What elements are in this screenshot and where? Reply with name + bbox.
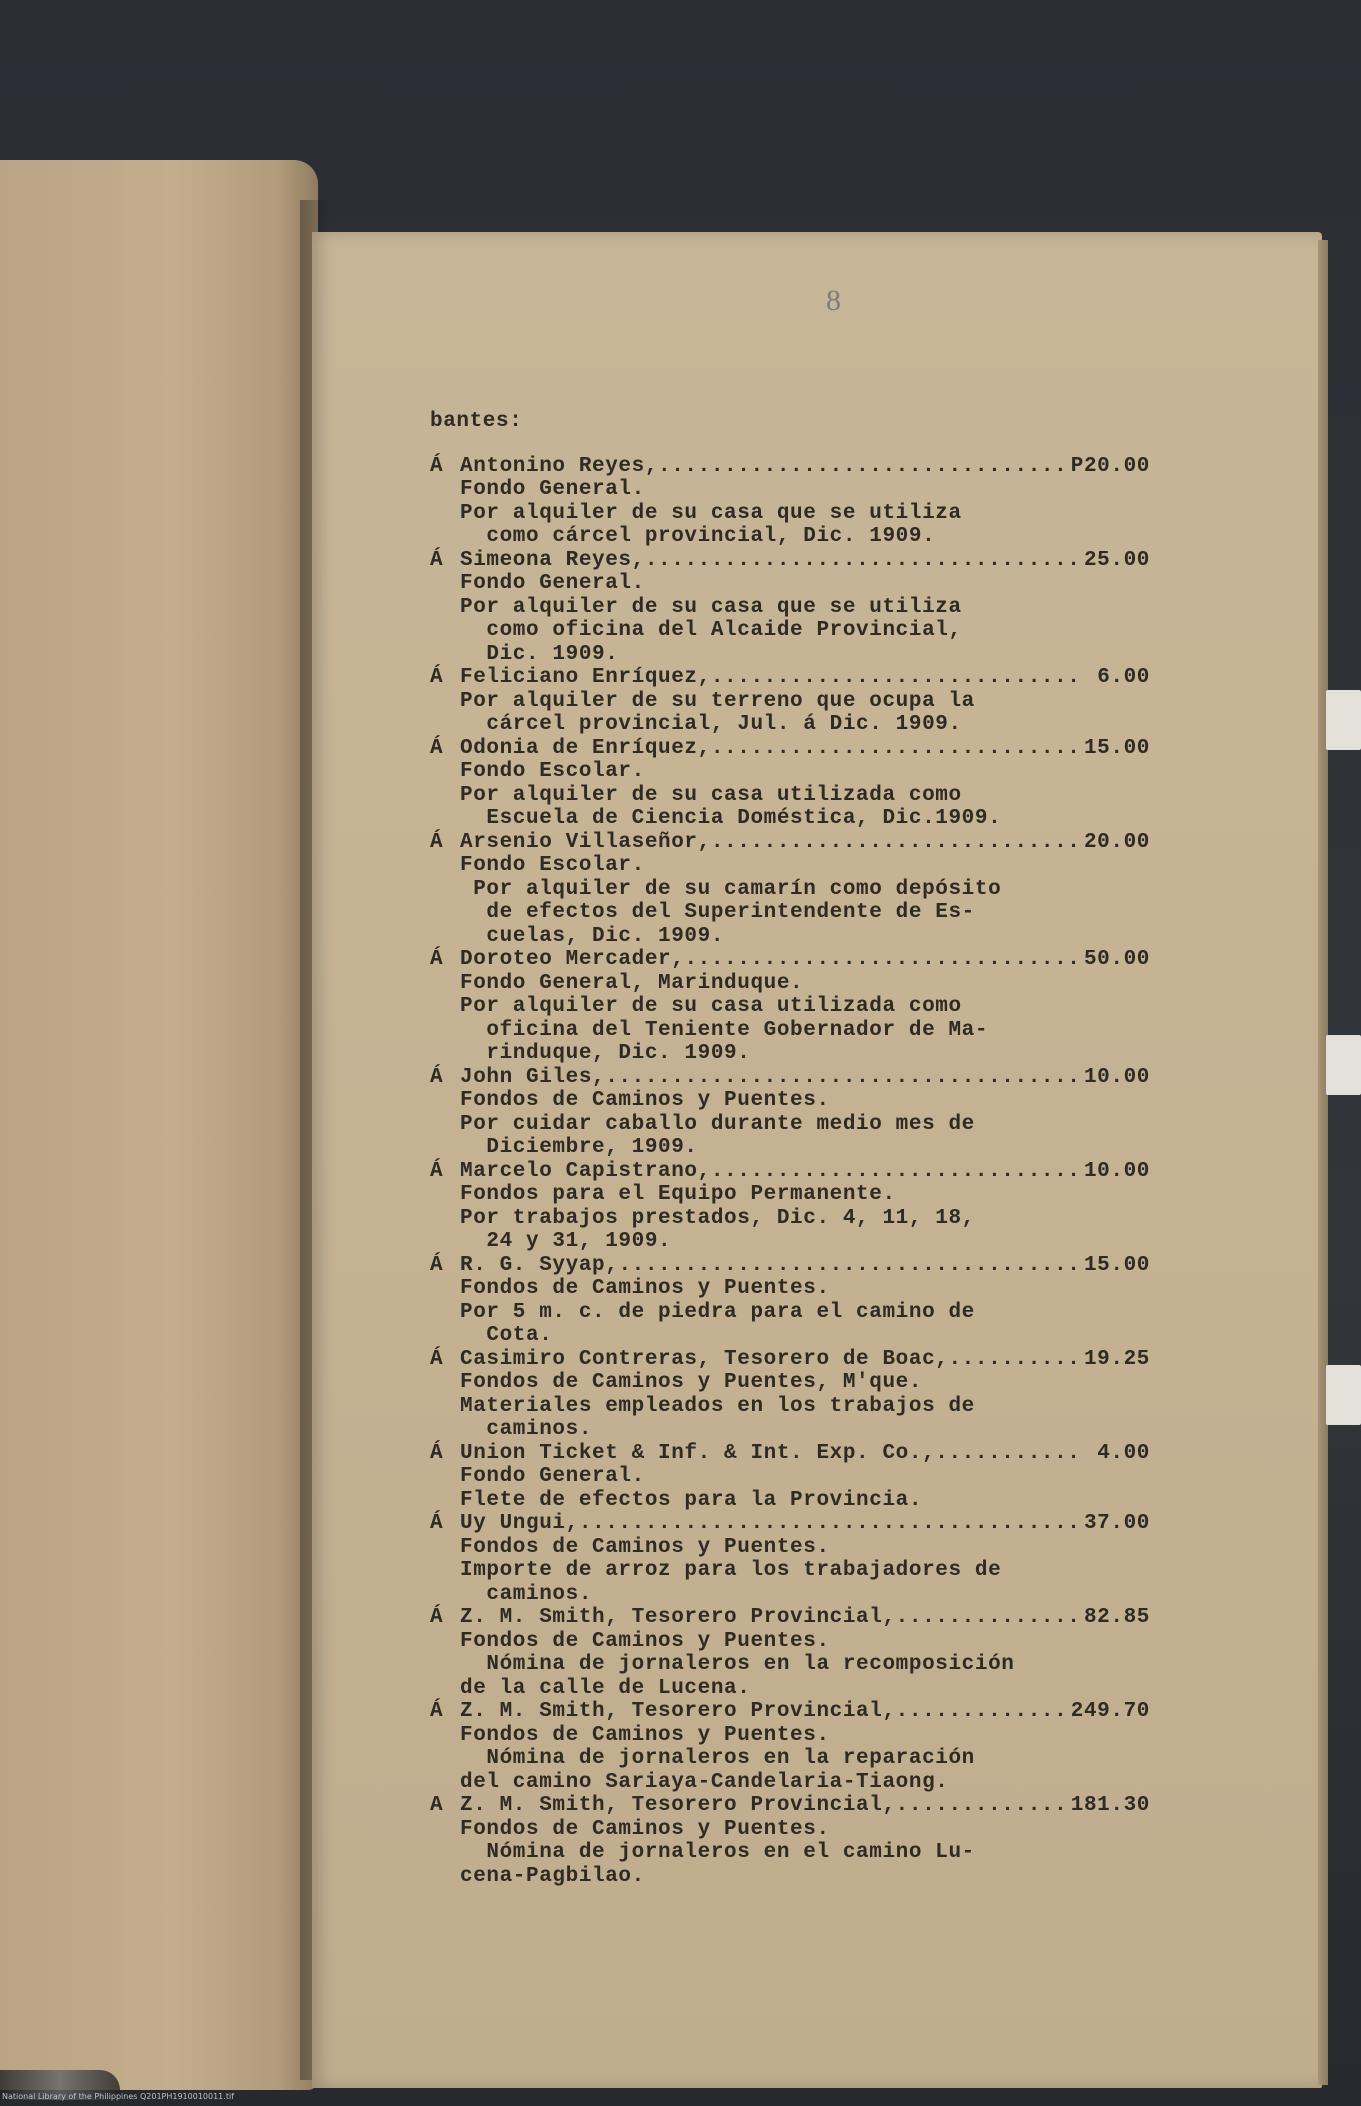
payee-name: Marcelo Capistrano, [460, 1159, 711, 1183]
entry-list [430, 455, 1150, 1889]
ledger-entry [430, 1606, 1150, 1700]
entry-marker: A [430, 1794, 444, 1817]
entry-amount: 15.00 [1083, 1253, 1150, 1277]
payee-name: Feliciano Enríquez, [460, 666, 711, 689]
fund-line: Fondos de Caminos y Puentes. [460, 1817, 830, 1841]
ledger-entry [430, 1442, 1150, 1513]
payee-name: Z. M. Smith, Tesorero Provincial, [460, 1794, 896, 1817]
entry-line [430, 1442, 1150, 1466]
heading: bantes: [430, 410, 523, 433]
entry-line [430, 1348, 1150, 1372]
entry-line [430, 948, 1150, 972]
dot-leader [618, 1254, 1080, 1278]
entry-marker: Á [430, 1253, 444, 1277]
description-line: Por cuidar caballo durante medio mes de [460, 1112, 975, 1136]
dot-leader [645, 549, 1080, 573]
fund-line: Fondos de Caminos y Puentes. [460, 1277, 830, 1300]
entry-amount: 6.00 [1097, 666, 1150, 689]
description-line: caminos. [460, 1418, 593, 1441]
entry-amount: 181.30 [1070, 1794, 1150, 1817]
payee-name: Simeona Reyes, [460, 548, 645, 572]
entry-line [430, 549, 1150, 573]
entry-amount: 10.00 [1083, 1065, 1150, 1089]
fund-line: Fondo General. [460, 1465, 645, 1488]
payee-name: R. G. Syyap, [460, 1253, 619, 1277]
description-line: Materiales empleados en los trabajos de [460, 1394, 975, 1418]
ledger-entry [430, 831, 1150, 949]
entry-marker: Á [430, 454, 444, 478]
page-tab [1326, 1365, 1361, 1425]
entry-line [430, 1160, 1150, 1184]
description-line: del camino Sariaya-Candelaria-Tiaong. [460, 1770, 949, 1794]
entry-line [430, 666, 1150, 690]
dot-leader [896, 1606, 1080, 1630]
description-line: Por alquiler de su casa utilizada como [460, 783, 962, 807]
description-line: Diciembre, 1909. [460, 1136, 698, 1159]
entry-line [430, 1512, 1150, 1536]
description-line: oficina del Teniente Gobernador de Ma- [460, 1018, 989, 1042]
description-line: como oficina del Alcaide Provincial, [460, 619, 962, 642]
entry-line [430, 737, 1150, 761]
entry-marker: Á [430, 736, 444, 760]
entry-line [430, 1794, 1150, 1818]
description-line: Flete de efectos para la Provincia. [460, 1488, 923, 1512]
description-line: 24 y 31, 1909. [460, 1230, 672, 1253]
payee-name: Z. M. Smith, Tesorero Provincial, [460, 1606, 896, 1629]
entry-marker: Á [430, 948, 444, 971]
description-line: Por alquiler de su camarín como depósito [460, 877, 1002, 901]
description-line: cena-Pagbilao. [460, 1864, 645, 1888]
entry-marker: Á [430, 1159, 444, 1183]
description-line: caminos. [460, 1582, 593, 1606]
ledger-entry [430, 666, 1150, 737]
ledger-entry [430, 1066, 1150, 1160]
description-line: Importe de arroz para los trabajadores de [460, 1559, 1002, 1582]
ledger-entry [430, 737, 1150, 831]
description-line: Nómina de jornaleros en la recomposición [460, 1653, 1015, 1676]
left-page [0, 160, 318, 2090]
payee-name: Uy Ungui, [460, 1512, 579, 1535]
fund-line: Fondo General, Marinduque. [460, 971, 804, 995]
entry-line [430, 1066, 1150, 1090]
dot-leader [711, 737, 1080, 761]
ledger-entry [430, 549, 1150, 667]
description-line: Por alquiler de su casa que se utiliza [460, 501, 962, 525]
entry-marker: Á [430, 1606, 444, 1629]
entry-marker: Á [430, 1700, 444, 1723]
fund-line: Fondos de Caminos y Puentes. [460, 1629, 830, 1653]
payee-name: Doroteo Mercader, [460, 948, 685, 971]
ledger-entry [430, 1794, 1150, 1888]
footer-caption: National Library of the Philippines Q201PH1910010011.tif [2, 2092, 234, 2101]
entry-amount: 82.85 [1083, 1606, 1150, 1629]
payee-name: Union Ticket & Inf. & Int. Exp. Co., [460, 1441, 936, 1465]
ledger-entry [430, 1254, 1150, 1348]
fund-line: Fondos de Caminos y Puentes. [460, 1089, 830, 1112]
entry-line [430, 1606, 1150, 1630]
page-edge [1318, 240, 1328, 2085]
payee-name: Z. M. Smith, Tesorero Provincial, [460, 1700, 896, 1723]
ledger-entry [430, 948, 1150, 1066]
entry-marker: Á [430, 1441, 444, 1465]
entry-line [430, 1254, 1150, 1278]
description-line: cuelas, Dic. 1909. [460, 924, 725, 948]
description-line: Nómina de jornaleros en el camino Lu- [460, 1841, 975, 1864]
payee-name: Odonia de Enríquez, [460, 736, 711, 760]
entry-amount: 4.00 [1097, 1441, 1150, 1465]
description-line: como cárcel provincial, Dic. 1909. [460, 525, 936, 548]
dot-leader [605, 1066, 1080, 1090]
entry-amount: 20.00 [1083, 830, 1150, 854]
description-line: de efectos del Superintendente de Es- [460, 901, 975, 924]
payee-name: Arsenio Villaseñor, [460, 830, 711, 854]
ledger-entry [430, 1512, 1150, 1606]
entry-marker: Á [430, 548, 444, 572]
description-line: cárcel provincial, Jul. á Dic. 1909. [460, 713, 962, 736]
description-line: Dic. 1909. [460, 642, 619, 666]
entry-amount: P20.00 [1070, 454, 1150, 478]
payee-name: John Giles, [460, 1065, 606, 1089]
dot-leader [896, 1794, 1071, 1818]
entry-amount: 15.00 [1083, 736, 1150, 760]
entry-marker: Á [430, 1512, 444, 1535]
entry-amount: 25.00 [1083, 548, 1150, 572]
description-line: Por 5 m. c. de piedra para el camino de [460, 1300, 975, 1324]
description-line: Por alquiler de su casa que se utiliza [460, 595, 962, 619]
dot-leader [711, 831, 1080, 855]
ledger-content [430, 410, 1150, 1888]
entry-amount: 10.00 [1083, 1159, 1150, 1183]
description-line: rinduque, Dic. 1909. [460, 1042, 751, 1065]
ledger-entry [430, 1700, 1150, 1794]
dot-leader [948, 1348, 1080, 1372]
entry-line [430, 831, 1150, 855]
fund-line: Fondo Escolar. [460, 854, 645, 877]
description-line: Por alquiler de su terreno que ocupa la [460, 689, 975, 713]
fund-line: Fondo General. [460, 572, 645, 595]
page-tab [1326, 690, 1361, 750]
entry-amount: 249.70 [1070, 1700, 1150, 1723]
entry-marker: Á [430, 830, 444, 854]
page-number: 8 [826, 284, 841, 317]
payee-name: Antonino Reyes, [460, 454, 659, 478]
entry-marker: Á [430, 1347, 444, 1371]
description-line: Por alquiler de su casa utilizada como [460, 995, 962, 1018]
ledger-entry [430, 1348, 1150, 1442]
description-line: Por trabajos prestados, Dic. 4, 11, 18, [460, 1206, 975, 1230]
fund-line: Fondo Escolar. [460, 760, 645, 783]
fund-line: Fondos de Caminos y Puentes. [460, 1723, 830, 1747]
entry-marker: Á [430, 1065, 444, 1089]
entry-marker: Á [430, 666, 444, 689]
entry-amount: 37.00 [1083, 1512, 1150, 1535]
dot-leader [658, 455, 1071, 479]
ledger-entry [430, 1160, 1150, 1254]
dot-leader [896, 1700, 1071, 1724]
ledger-entry [430, 455, 1150, 549]
dot-leader [711, 666, 1080, 690]
description-line: Cota. [460, 1324, 553, 1347]
fund-line: Fondos de Caminos y Puentes. [460, 1535, 830, 1559]
entry-line [430, 1700, 1150, 1724]
fund-line: Fondos de Caminos y Puentes, M'que. [460, 1371, 923, 1394]
fund-line: Fondos para el Equipo Permanente. [460, 1183, 896, 1206]
page-tab [1326, 1035, 1361, 1095]
dot-leader [579, 1512, 1080, 1536]
dot-leader [935, 1442, 1080, 1466]
entry-amount: 19.25 [1083, 1347, 1150, 1371]
description-line: de la calle de Lucena. [460, 1676, 751, 1700]
description-line: Nómina de jornaleros en la reparación [460, 1747, 975, 1770]
description-line: Escuela de Ciencia Doméstica, Dic.1909. [460, 807, 1002, 830]
entry-line [430, 455, 1150, 479]
entry-amount: 50.00 [1083, 948, 1150, 971]
fund-line: Fondo General. [460, 478, 645, 501]
dot-leader [684, 948, 1080, 972]
dot-leader [711, 1160, 1080, 1184]
payee-name: Casimiro Contreras, Tesorero de Boac, [460, 1347, 949, 1371]
